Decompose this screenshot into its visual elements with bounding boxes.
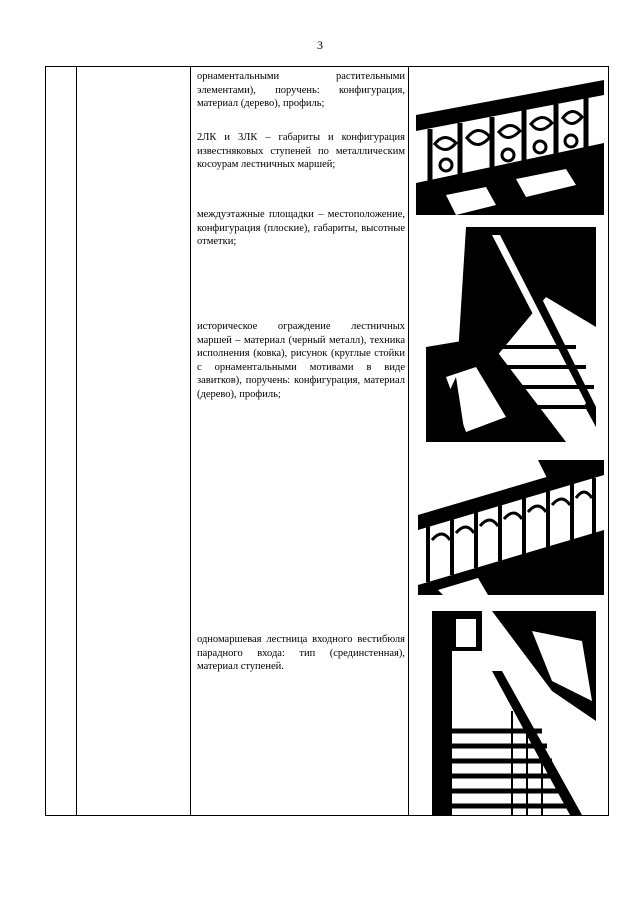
railing-balusters-icon (418, 460, 604, 595)
page-number: 3 (317, 38, 323, 52)
description-text-4: историческое ограждение лестничных маршей – материал (черный металл), техника исполнения (ковка), рисунок (круглые стойки с орнаментальными мотивами в виде завитков), поручень: конфигурация, материал (дерево), профиль; (197, 321, 405, 400)
description-text-3: междуэтажные площадки – местоположение, конфигурация (плоские), габариты, высотные отметки; (197, 209, 405, 247)
description-text-2: 2ЛК и 3ЛК – габариты и конфигурация известняковых ступеней по металлическим косоурам лестничных маршей; (197, 132, 405, 170)
entrance-staircase-photo-4 (432, 611, 596, 815)
document-table (45, 66, 609, 816)
staircase-photo-2 (426, 227, 596, 442)
column-divider (190, 67, 191, 815)
column-divider (76, 67, 77, 815)
ornamental-railing-icon (416, 75, 604, 215)
staircase-stringer-icon (426, 227, 596, 442)
railing-photo-1 (416, 75, 604, 215)
railing-photo-3 (418, 460, 604, 595)
description-text-5: одномаршевая лестница входного вестибюля парадного входа: тип (срединстенная), материал ступеней. (197, 634, 405, 672)
description-text-1: орнаментальными растительными элементами), поручень: конфигурация, материал (дерево), профиль; (197, 71, 405, 109)
entrance-staircase-icon (432, 611, 596, 815)
column-divider (408, 67, 409, 815)
